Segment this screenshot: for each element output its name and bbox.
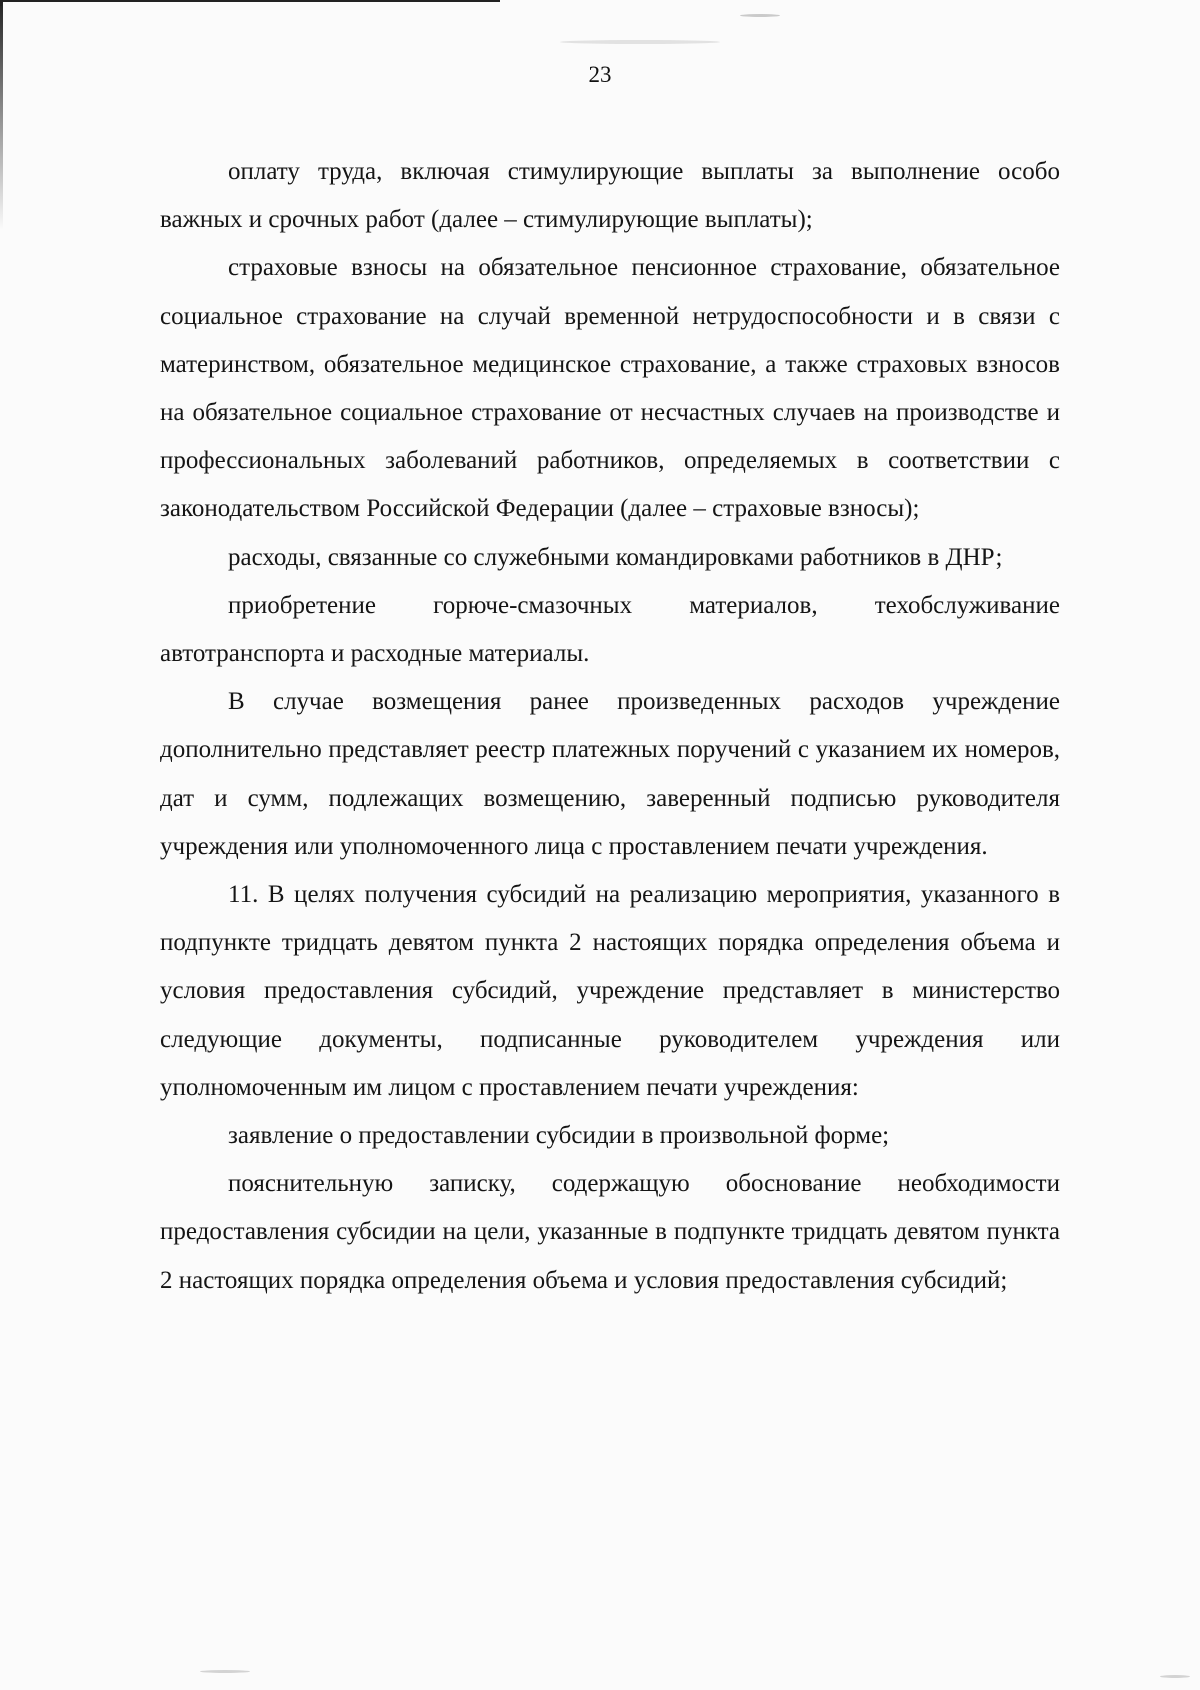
paragraph-reimbursement: В случае возмещения ранее произведенных расходов учреждение дополнительно представляет реестр платежных поручений с указанием их номеров, дат и сумм, подлежащих возмещению, заверенный подписью руководителя учреждения или уполномоченного лица с проставлением печати учреждения. — [160, 688, 1060, 860]
scan-speck — [1160, 1675, 1190, 1678]
scan-speck — [740, 14, 780, 17]
page-number: 23 — [588, 62, 612, 87]
paragraph-business-trips: расходы, связанные со служебными командировками работников в ДНР; — [228, 543, 1003, 571]
paragraph-application: заявление о предоставлении субсидии в произвольной форме; — [228, 1122, 890, 1150]
paragraph-item-11: 11. В целях получения субсидий на реализацию мероприятия, указанного в подпункте тридцать девятом пункта 2 настоящих порядка определения объема и условия предоставления субсидий, учреждение представляет в министерство следующие документы, подписанные руководителем учреждения или уполномоченным им лицом с проставлением печати учреждения: — [160, 881, 1060, 1101]
scan-border-top — [0, 0, 500, 6]
paragraph-fuel-materials: приобретение горюче-смазочных материалов, техобслуживание автотранспорта и расходные материалы. — [160, 591, 1060, 668]
document-body — [160, 148, 1060, 1305]
scan-speck — [200, 1670, 250, 1673]
paragraph-labor-pay: оплату труда, включая стимулирующие выплаты за выполнение особо важных и срочных работ (далее – стимулирующие выплаты); — [160, 158, 1060, 234]
scan-border-left — [0, 0, 3, 230]
paragraph-insurance-contributions: страховые взносы на обязательное пенсионное страхование, обязательное социальное страхование на случай временной нетрудоспособности и в связи с материнством, обязательное медицинское страхование, а также страховых взносов на обязательное социальное страхование от несчастных случаев на производстве и профессиональных заболеваний работников, определяемых в соответствии с законодательством Российской Федерации (далее – страховые взносы); — [160, 254, 1060, 523]
paragraph-explanatory-note: пояснительную записку, содержащую обоснование необходимости предоставления субсидии на цели, указанные в подпункте тридцать девятом пункта 2 настоящих порядка определения объема и условия предоставления субсидий; — [160, 1170, 1060, 1294]
scan-speck — [560, 40, 720, 44]
